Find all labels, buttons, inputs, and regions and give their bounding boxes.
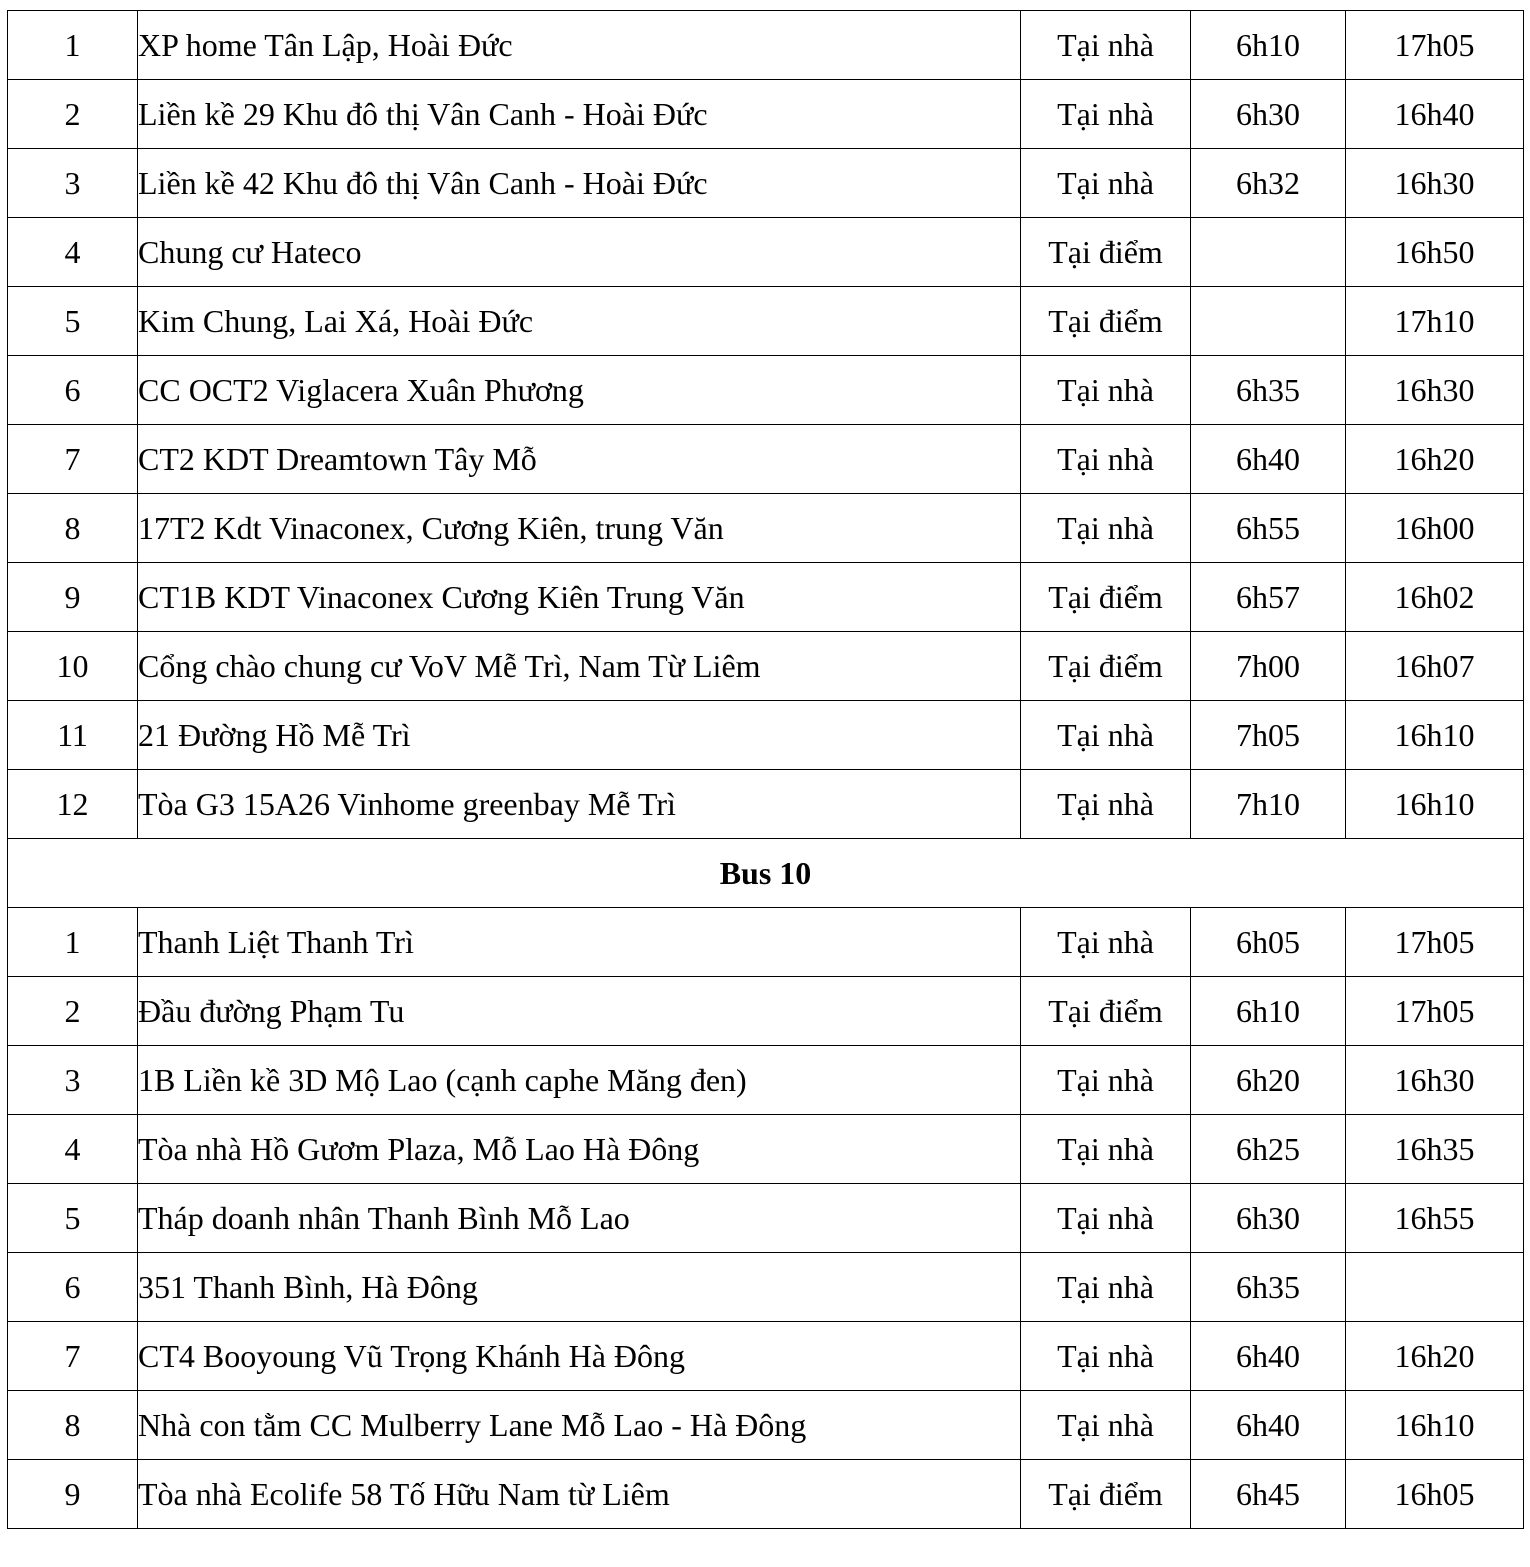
stop-number: 6	[8, 356, 138, 425]
stop-number: 1	[8, 908, 138, 977]
dropoff-time: 17h05	[1346, 908, 1524, 977]
stop-number: 8	[8, 1391, 138, 1460]
table-row	[8, 1184, 1524, 1253]
stop-address: 351 Thanh Bình, Hà Đông	[138, 1253, 1021, 1322]
pickup-type: Tại nhà	[1021, 1046, 1191, 1115]
stop-address: CC OCT2 Viglacera Xuân Phương	[138, 356, 1021, 425]
table-row	[8, 1253, 1524, 1322]
dropoff-time: 16h35	[1346, 1115, 1524, 1184]
stop-address: Tòa nhà Ecolife 58 Tố Hữu Nam từ Liêm	[138, 1460, 1021, 1529]
dropoff-time: 16h05	[1346, 1460, 1524, 1529]
stop-number: 7	[8, 1322, 138, 1391]
dropoff-time: 16h10	[1346, 701, 1524, 770]
table-row	[8, 149, 1524, 218]
dropoff-time: 16h55	[1346, 1184, 1524, 1253]
table-row	[8, 218, 1524, 287]
stop-number: 2	[8, 977, 138, 1046]
stop-number: 3	[8, 149, 138, 218]
table-row	[8, 356, 1524, 425]
stop-address: Liền kề 29 Khu đô thị Vân Canh - Hoài Đức	[138, 80, 1021, 149]
stop-address: CT2 KDT Dreamtown Tây Mỗ	[138, 425, 1021, 494]
stop-address: Thanh Liệt Thanh Trì	[138, 908, 1021, 977]
table-row	[8, 1322, 1524, 1391]
stop-number: 8	[8, 494, 138, 563]
table-row	[8, 908, 1524, 977]
bus-section-title: Bus 10	[8, 839, 1524, 908]
pickup-time: 7h00	[1191, 632, 1346, 701]
pickup-type: Tại nhà	[1021, 1322, 1191, 1391]
table-row	[8, 494, 1524, 563]
table-row	[8, 287, 1524, 356]
dropoff-time: 17h05	[1346, 977, 1524, 1046]
stop-address: Nhà con tằm CC Mulberry Lane Mỗ Lao - Hà Đông	[138, 1391, 1021, 1460]
pickup-time: 7h05	[1191, 701, 1346, 770]
pickup-type: Tại nhà	[1021, 770, 1191, 839]
pickup-time: 6h55	[1191, 494, 1346, 563]
table-row	[8, 80, 1524, 149]
table-row	[8, 425, 1524, 494]
dropoff-time: 16h20	[1346, 1322, 1524, 1391]
stop-address: CT4 Booyoung Vũ Trọng Khánh Hà Đông	[138, 1322, 1021, 1391]
stop-address: Tòa nhà Hồ Gươm Plaza, Mỗ Lao Hà Đông	[138, 1115, 1021, 1184]
stop-number: 9	[8, 563, 138, 632]
stop-address: Liền kề 42 Khu đô thị Vân Canh - Hoài Đức	[138, 149, 1021, 218]
schedule-body	[8, 11, 1524, 1529]
pickup-type: Tại nhà	[1021, 1253, 1191, 1322]
pickup-type: Tại nhà	[1021, 1115, 1191, 1184]
pickup-type: Tại điểm	[1021, 218, 1191, 287]
stop-address: Đầu đường Phạm Tu	[138, 977, 1021, 1046]
stop-number: 11	[8, 701, 138, 770]
stop-number: 2	[8, 80, 138, 149]
table-row	[8, 1460, 1524, 1529]
table-row	[8, 770, 1524, 839]
pickup-time: 6h35	[1191, 356, 1346, 425]
dropoff-time: 16h07	[1346, 632, 1524, 701]
dropoff-time: 17h10	[1346, 287, 1524, 356]
dropoff-time: 16h10	[1346, 1391, 1524, 1460]
dropoff-time: 16h50	[1346, 218, 1524, 287]
table-row	[8, 977, 1524, 1046]
table-row	[8, 1115, 1524, 1184]
pickup-time: 6h25	[1191, 1115, 1346, 1184]
pickup-time: 6h10	[1191, 977, 1346, 1046]
pickup-time: 6h40	[1191, 1322, 1346, 1391]
table-row	[8, 1391, 1524, 1460]
pickup-type: Tại nhà	[1021, 80, 1191, 149]
pickup-type: Tại điểm	[1021, 632, 1191, 701]
pickup-time: 6h45	[1191, 1460, 1346, 1529]
table-row	[8, 632, 1524, 701]
dropoff-time: 16h30	[1346, 1046, 1524, 1115]
stop-address: 21 Đường Hồ Mễ Trì	[138, 701, 1021, 770]
pickup-type: Tại điểm	[1021, 563, 1191, 632]
pickup-time: 6h57	[1191, 563, 1346, 632]
stop-address: 1B Liền kề 3D Mộ Lao (cạnh caphe Măng đen)	[138, 1046, 1021, 1115]
stop-address: CT1B KDT Vinaconex Cương Kiên Trung Văn	[138, 563, 1021, 632]
dropoff-time: 16h20	[1346, 425, 1524, 494]
stop-number: 3	[8, 1046, 138, 1115]
stop-number: 7	[8, 425, 138, 494]
stop-number: 12	[8, 770, 138, 839]
stop-number: 5	[8, 287, 138, 356]
pickup-time: 6h30	[1191, 1184, 1346, 1253]
pickup-time: 6h32	[1191, 149, 1346, 218]
stop-number: 10	[8, 632, 138, 701]
stop-address: Tháp doanh nhân Thanh Bình Mỗ Lao	[138, 1184, 1021, 1253]
pickup-time: 6h30	[1191, 80, 1346, 149]
pickup-time: 7h10	[1191, 770, 1346, 839]
pickup-type: Tại điểm	[1021, 1460, 1191, 1529]
stop-address: Chung cư Hateco	[138, 218, 1021, 287]
dropoff-time: 16h00	[1346, 494, 1524, 563]
pickup-time: 6h10	[1191, 11, 1346, 80]
dropoff-time: 16h30	[1346, 356, 1524, 425]
pickup-type: Tại điểm	[1021, 287, 1191, 356]
dropoff-time: 16h02	[1346, 563, 1524, 632]
pickup-type: Tại nhà	[1021, 494, 1191, 563]
dropoff-time: 16h10	[1346, 770, 1524, 839]
bus-section-header	[8, 839, 1524, 908]
pickup-type: Tại nhà	[1021, 11, 1191, 80]
pickup-type: Tại nhà	[1021, 908, 1191, 977]
stop-number: 6	[8, 1253, 138, 1322]
table-row	[8, 11, 1524, 80]
stop-address: Kim Chung, Lai Xá, Hoài Đức	[138, 287, 1021, 356]
dropoff-time	[1346, 1253, 1524, 1322]
pickup-type: Tại nhà	[1021, 701, 1191, 770]
table-row	[8, 701, 1524, 770]
pickup-time: 6h05	[1191, 908, 1346, 977]
pickup-type: Tại nhà	[1021, 1184, 1191, 1253]
pickup-type: Tại nhà	[1021, 1391, 1191, 1460]
stop-number: 1	[8, 11, 138, 80]
pickup-type: Tại điểm	[1021, 977, 1191, 1046]
stop-address: Tòa G3 15A26 Vinhome greenbay Mễ Trì	[138, 770, 1021, 839]
stop-number: 4	[8, 1115, 138, 1184]
pickup-time: 6h35	[1191, 1253, 1346, 1322]
dropoff-time: 16h40	[1346, 80, 1524, 149]
stop-number: 5	[8, 1184, 138, 1253]
dropoff-time: 16h30	[1346, 149, 1524, 218]
table-row	[8, 1046, 1524, 1115]
pickup-time: 6h40	[1191, 425, 1346, 494]
pickup-type: Tại nhà	[1021, 149, 1191, 218]
bus-schedule-table	[7, 10, 1524, 1529]
pickup-time: 6h20	[1191, 1046, 1346, 1115]
table-row	[8, 563, 1524, 632]
stop-number: 4	[8, 218, 138, 287]
pickup-type: Tại nhà	[1021, 425, 1191, 494]
pickup-time	[1191, 218, 1346, 287]
pickup-type: Tại nhà	[1021, 356, 1191, 425]
pickup-time	[1191, 287, 1346, 356]
stop-address: 17T2 Kdt Vinaconex, Cương Kiên, trung Văn	[138, 494, 1021, 563]
stop-number: 9	[8, 1460, 138, 1529]
pickup-time: 6h40	[1191, 1391, 1346, 1460]
stop-address: XP home Tân Lập, Hoài Đức	[138, 11, 1021, 80]
dropoff-time: 17h05	[1346, 11, 1524, 80]
stop-address: Cổng chào chung cư VoV Mễ Trì, Nam Từ Liêm	[138, 632, 1021, 701]
